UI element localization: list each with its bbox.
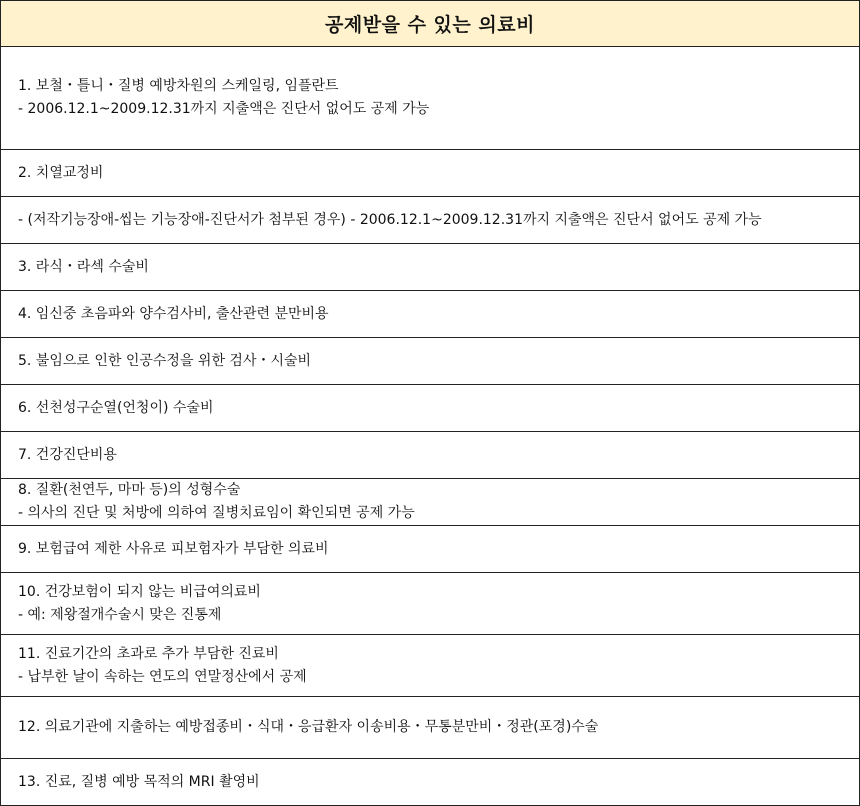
row-2-note: - (저작기능장애-씹는 기능장애-진단서가 첨부된 경우) - 2006.12.1~2009.12.31까지 지출액은 진단서 없어도 공제 가능: [18, 211, 762, 228]
row-3-item: 3. 라식・라섹 수술비: [18, 258, 149, 275]
table-row-2-note: [1, 197, 859, 244]
row-8-item: 8. 질환(천연두, 마마 등)의 성형수술: [18, 482, 241, 498]
table-title: 공제받을 수 있는 의료비: [325, 14, 535, 36]
table-row-3: [1, 244, 859, 291]
row-13-item: 13. 진료, 질병 예방 목적의 MRI 촬영비: [18, 773, 260, 790]
table-row-10: [1, 573, 859, 635]
table-row-4: [1, 291, 859, 338]
row-4-item: 4. 임신중 초음파와 양수검사비, 출산관련 분만비용: [18, 305, 329, 322]
table-row-7: [1, 432, 859, 479]
table-row-5: [1, 338, 859, 385]
row-5-item: 5. 불임으로 인한 인공수정을 위한 검사・시술비: [18, 352, 312, 369]
row-6-item: 6. 선천성구순열(언청이) 수술비: [18, 399, 214, 416]
row-2-item: 2. 치열교정비: [18, 164, 104, 181]
table-row-11: [1, 635, 859, 697]
row-1-note: - 2006.12.1~2009.12.31까지 지출액은 진단서 없어도 공제 가능: [18, 101, 430, 117]
table-row-6: [1, 385, 859, 432]
row-11-item: 11. 진료기간의 초과로 추가 부담한 진료비: [18, 645, 279, 662]
row-1-item: 1. 보철・틀니・질병 예방차원의 스케일링, 임플란트: [18, 78, 339, 94]
row-7-item: 7. 건강진단비용: [18, 446, 117, 463]
table-row-12: [1, 697, 859, 759]
row-12-item: 12. 의료기관에 지출하는 예방접종비・식대・응급환자 이송비용・무통분만비・정관(포경)수술: [18, 719, 599, 735]
table-row-1: [1, 47, 859, 150]
row-8-note: - 의사의 진단 및 처방에 의하여 질병치료임이 확인되면 공제 가능: [18, 505, 415, 521]
table-row-9: [1, 526, 859, 573]
table-row-2: [1, 150, 859, 197]
table-row-13: [1, 759, 859, 805]
table-row-8: [1, 479, 859, 526]
table-header: [1, 1, 859, 47]
row-11-note: - 납부한 날이 속하는 연도의 연말정산에서 공제: [18, 668, 307, 685]
row-10-item: 10. 건강보험이 되지 않는 비급여의료비: [18, 583, 261, 600]
row-10-note: - 예: 제왕절개수술시 맞은 진통제: [18, 606, 222, 623]
row-9-item: 9. 보험급여 제한 사유로 피보험자가 부담한 의료비: [18, 540, 329, 557]
